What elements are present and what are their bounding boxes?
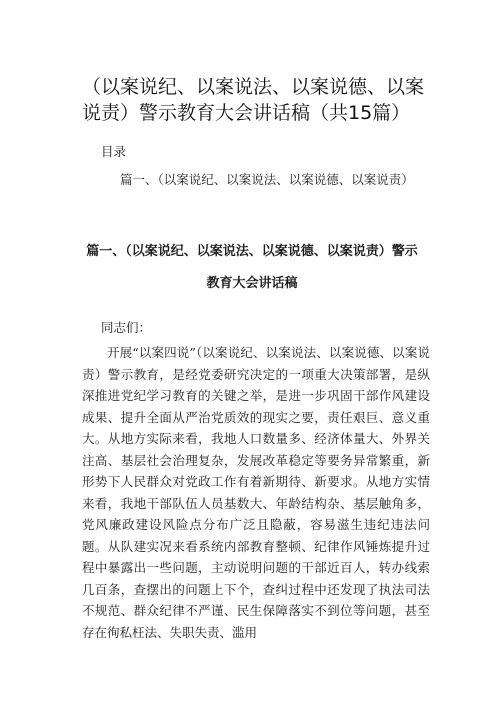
salutation: 同志们：: [101, 320, 152, 335]
toc-item[interactable]: 篇一、（以案说纪、以案说法、以案说德、以案说责）: [120, 172, 414, 187]
document-title: （以案说纪、以案说法、以案说德、以案说责）警示教育大会讲话稿（共15篇）: [82, 76, 425, 124]
body-paragraph: 开展“以案四说”（以案说纪、以案说法、以案说德、以案说责）警示教育，是经党委研究决定的一项重大决策部署，是纵深推进党纪学习教育的关键之举，是进一步巩固干部作风建设成果、提升全面从严治党质效的现实之要，责任艰巨、意义重大。从地方实际来看，我地人口数量多、经济体量大、外界关注高、基层社会治理复杂，发展改革稳定等要务异常繁重，新形势下人民群众对党政工作有着新期待、新要求。从地方实情来看，我地干部队伍人员基数大、年龄结构杂、基层触角多，党风廉政建设风险点分布广泛且隐蔽，容易滋生违纪违法问题。从队建实况来看系统内部教育整顿、纪律作风锤炼提升过程中暴露出一些问题，主动说明问题的干部近百人，转办线索几百条，查摆出的问题上下个，查纠过程中还发现了执法司法不规范、群众纪律不严谨、民生保障落实不到位等问题，甚至存在徇私枉法、失职失责、滥用: [82, 345, 430, 640]
section-heading: 篇一、（以案说纪、以案说法、以案说德、以案说责）警示教育大会讲话稿: [86, 244, 418, 291]
toc-heading: 目录: [101, 144, 127, 159]
